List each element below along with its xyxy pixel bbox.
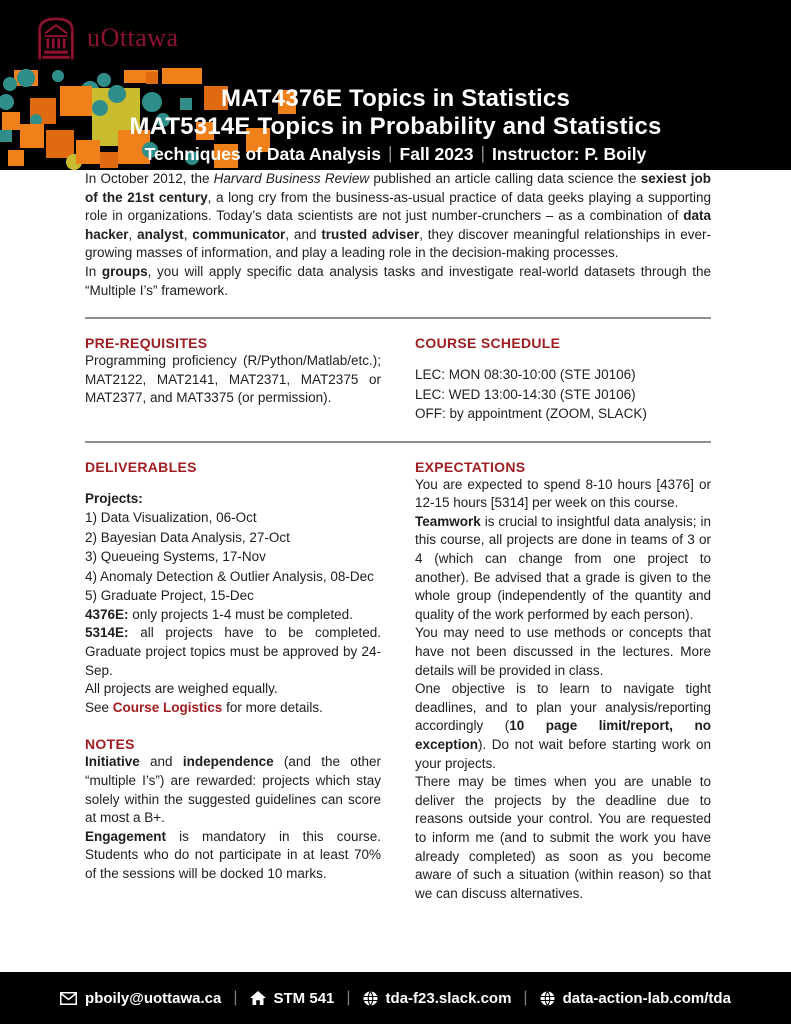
intro-paragraph-1: In October 2012, the Harvard Business Review published an article calling data science the sexiest job of the 21st century, a long cry from the business-as-usual practice of data geeks playing a supporting role in organizations. Today’s data scientists are not just number-crunchers – as a combination of data hacker, analyst, communicator, and trusted adviser, they discover meaningful relationships in ever-growing masses of information, and play a leading role in the decision-making processes. bbox=[85, 171, 711, 261]
deliverables-4376e-note: 4376E: only projects 1-4 must be completed. bbox=[85, 606, 353, 622]
schedule-line: OFF: by appointment (ZOOM, SLACK) bbox=[415, 406, 647, 422]
uottawa-logo bbox=[36, 14, 179, 61]
course-title-1: MAT4376E Topics in Statistics bbox=[220, 85, 570, 112]
course-logistics-link[interactable]: Course Logistics bbox=[112, 699, 223, 715]
course-schedule-section bbox=[415, 319, 711, 424]
deliverables-heading: DELIVERABLES bbox=[85, 458, 197, 475]
projects-label: Projects: bbox=[85, 490, 143, 506]
prerequisites-section bbox=[85, 319, 381, 424]
home-icon bbox=[250, 991, 266, 1005]
deliverables-5314e-note: 5314E: all projects have to be completed. Graduate project topics must be approved by 24-Sep. bbox=[85, 625, 381, 678]
subtitle-separator: | bbox=[387, 143, 393, 163]
header-banner bbox=[0, 0, 791, 170]
project-item: 3) Queueing Systems, 17-Nov bbox=[85, 549, 266, 565]
row-prereq-schedule bbox=[85, 319, 711, 424]
course-title-2: MAT5314E Topics in Probability and Statistics bbox=[129, 113, 662, 140]
footer-slack-link[interactable] bbox=[363, 990, 512, 1007]
uottawa-building-icon bbox=[36, 14, 76, 61]
course-schedule-heading: COURSE SCHEDULE bbox=[415, 335, 561, 352]
row-deliverables-expectations bbox=[85, 443, 711, 904]
schedule-line: LEC: MON 08:30-10:00 (STE J0106) bbox=[415, 367, 636, 383]
expectations-heading: EXPECTATIONS bbox=[415, 458, 526, 475]
intro-paragraph-2: In groups, you will apply specific data analysis tasks and investigate real-world datasets through the “Multiple I’s” framework. bbox=[85, 263, 711, 298]
deliverables-logistics-note: See Course Logistics for more details. bbox=[85, 699, 323, 715]
deliverables-weighting-note: All projects are weighed equally. bbox=[85, 681, 278, 697]
footer-website-label: data-action-lab.com/tda bbox=[562, 989, 731, 1007]
footer-email-link[interactable] bbox=[60, 990, 221, 1007]
subtitle-instructor: Instructor: P. Boily bbox=[492, 144, 647, 164]
footer-office-item[interactable] bbox=[250, 990, 335, 1007]
footer-slack-label: tda-f23.slack.com bbox=[385, 989, 512, 1007]
project-item: 2) Bayesian Data Analysis, 27-Oct bbox=[85, 529, 290, 545]
notes-paragraph-1: Initiative and independence (and the other “multiple I’s”) are rewarded: projects which stay solely within the suggested guidelines can score at most a B+. bbox=[85, 754, 381, 826]
projects-list bbox=[85, 508, 381, 606]
subtitle-separator: | bbox=[480, 143, 486, 163]
project-item: 5) Graduate Project, 15-Dec bbox=[85, 588, 254, 604]
envelope-icon bbox=[60, 992, 77, 1005]
uottawa-logo-text: uOttawa bbox=[87, 22, 179, 52]
course-schedule-lines bbox=[415, 365, 711, 424]
course-titles bbox=[0, 85, 791, 167]
notes-heading: NOTES bbox=[85, 736, 135, 753]
schedule-line: LEC: WED 13:00-14:30 (STE J0106) bbox=[415, 386, 636, 402]
subtitle-term: Fall 2023 bbox=[399, 144, 474, 164]
prerequisites-heading: PRE-REQUISITES bbox=[85, 335, 208, 352]
expectations-paragraph-4: One objective is to learn to navigate tight deadlines, and to plan your analysis/reporting accordingly (10 page limit/report, no exception). Do not wait before starting work on your projects. bbox=[415, 681, 711, 771]
document-body bbox=[85, 170, 711, 903]
expectations-paragraph-3: You may need to use methods or concepts that have not been discussed in the lectures. More details will be provided in class. bbox=[415, 625, 711, 678]
deliverables-section bbox=[85, 443, 381, 904]
course-subtitle bbox=[0, 142, 791, 167]
subtitle-topic: Techniques of Data Analysis bbox=[144, 144, 381, 164]
footer-website-link[interactable] bbox=[540, 990, 731, 1007]
footer-bar bbox=[0, 972, 791, 1024]
expectations-paragraph-1: You are expected to spend 8-10 hours [4376] or 12-15 hours [5314] per week on this course. bbox=[415, 476, 711, 511]
project-item: 1) Data Visualization, 06-Oct bbox=[85, 510, 257, 526]
globe-icon bbox=[363, 991, 378, 1006]
footer-separator: | bbox=[346, 989, 351, 1006]
globe-icon bbox=[540, 991, 555, 1006]
expectations-paragraph-2: Teamwork is crucial to insightful data analysis; in this course, all projects are done in teams of 3 or 4 (which can change from one project to another). Be advised that a grade is given to the whole group (independently of the quantity and quality of the work performed by each person). bbox=[415, 513, 711, 622]
project-item: 4) Anomaly Detection & Outlier Analysis, 08-Dec bbox=[85, 568, 374, 584]
notes-paragraph-2: Engagement is mandatory in this course. Students who do not participate in at least 70% of the sessions will be docked 10 marks. bbox=[85, 828, 381, 881]
footer-office-label: STM 541 bbox=[273, 989, 335, 1007]
footer-separator: | bbox=[233, 989, 238, 1006]
expectations-section bbox=[415, 443, 711, 904]
prerequisites-text: Programming proficiency (R/Python/Matlab/etc.); MAT2122, MAT2141, MAT2371, MAT2375 or MAT2377, and MAT3375 (or permission). bbox=[85, 353, 381, 406]
footer-separator: | bbox=[523, 989, 528, 1006]
expectations-paragraph-5: There may be times when you are unable to deliver the projects by the deadline due to reasons outside your control. You are requested to inform me (and to submit the work you have already completed) as soon as you become aware of such a situation (within reason) so that we can discuss alternatives. bbox=[415, 774, 711, 901]
footer-email-label: pboily@uottawa.ca bbox=[85, 989, 222, 1007]
